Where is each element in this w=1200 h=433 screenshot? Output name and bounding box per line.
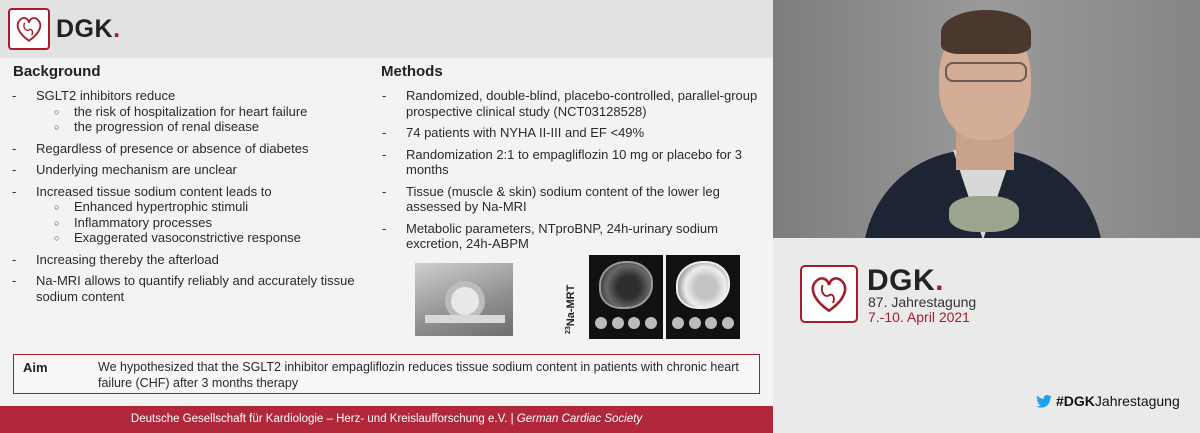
bullet-item: - SGLT2 inhibitors reduce <box>12 88 362 104</box>
mri-scan-image-1 <box>589 255 663 339</box>
conference-brand-panel <box>773 238 1200 433</box>
aim-text: We hypothesized that the SGLT2 inhibitor empagliflozin reduces tissue sodium content in patients with chronic heart failure (CHF) after 3 months therapy <box>98 360 739 390</box>
event-info <box>868 295 976 325</box>
bullet-item: - Tissue (muscle & skin) sodium content of the lower leg assessed by Na-MRI <box>382 184 762 215</box>
background-list <box>12 88 362 304</box>
event-title: 87. Jahrestagung <box>868 294 977 310</box>
methods-title: Methods <box>381 63 443 80</box>
footer-text: Deutsche Gesellschaft für Kardiologie – Herz- und Kreislaufforschung e.V. | <box>130 413 517 425</box>
mri-scanner-photo <box>415 263 513 336</box>
sub-bullet-item: ○ Enhanced hypertrophic stimuli <box>12 199 362 215</box>
event-dates: 7.-10. April 2021 <box>868 309 970 325</box>
methods-list <box>382 88 762 252</box>
bullet-item: - 74 patients with NYHA II-III and EF <49% <box>382 125 762 141</box>
slide-header <box>0 0 773 58</box>
sub-bullet-item: ○ Exaggerated vasoconstrictive response <box>12 230 362 246</box>
sub-bullet-item: ○ the risk of hospitalization for heart failure <box>12 104 362 120</box>
bullet-item: - Na-MRI allows to quantify reliably and accurately tissue sodium content <box>12 273 362 304</box>
bullet-item: - Underlying mechanism are unclear <box>12 162 362 178</box>
twitter-bird-icon <box>1036 395 1052 408</box>
mri-label <box>548 256 586 336</box>
speaker-video <box>773 0 1200 238</box>
svg-text:23Na-MRT: $^{23}$Na-MRT <box>565 284 577 334</box>
hashtag: #DGKJahrestagung <box>1036 393 1180 409</box>
bullet-item: - Metabolic parameters, NTproBNP, 24h-urinary sodium excretion, 24h-ABPM <box>382 221 762 252</box>
background-title: Background <box>13 63 101 80</box>
slide-footer <box>0 406 773 433</box>
dgk-heart-logo-icon <box>800 265 858 323</box>
footer-text-en: German Cardiac Society <box>516 413 643 425</box>
panel-brand: DGK. <box>867 264 945 297</box>
aim-box <box>13 354 760 394</box>
sub-bullet-item: ○ Inflammatory processes <box>12 215 362 231</box>
bullet-item: - Increased tissue sodium content leads to <box>12 184 362 200</box>
sub-bullet-item: ○ the progression of renal disease <box>12 119 362 135</box>
bullet-item: - Regardless of presence or absence of diabetes <box>12 141 362 157</box>
aim-label: Aim <box>23 360 48 375</box>
bullet-item: - Randomized, double-blind, placebo-controlled, parallel-group prospective clinical study (NCT03128528) <box>382 88 762 119</box>
bow-tie <box>949 196 1019 232</box>
mri-scan-image-2 <box>666 255 740 339</box>
dgk-heart-logo-icon <box>8 8 50 50</box>
bullet-item: - Increasing thereby the afterload <box>12 252 362 268</box>
bullet-item: - Randomization 2:1 to empagliflozin 10 mg or placebo for 3 months <box>382 147 762 178</box>
slide-brand: DGK. <box>56 15 121 43</box>
